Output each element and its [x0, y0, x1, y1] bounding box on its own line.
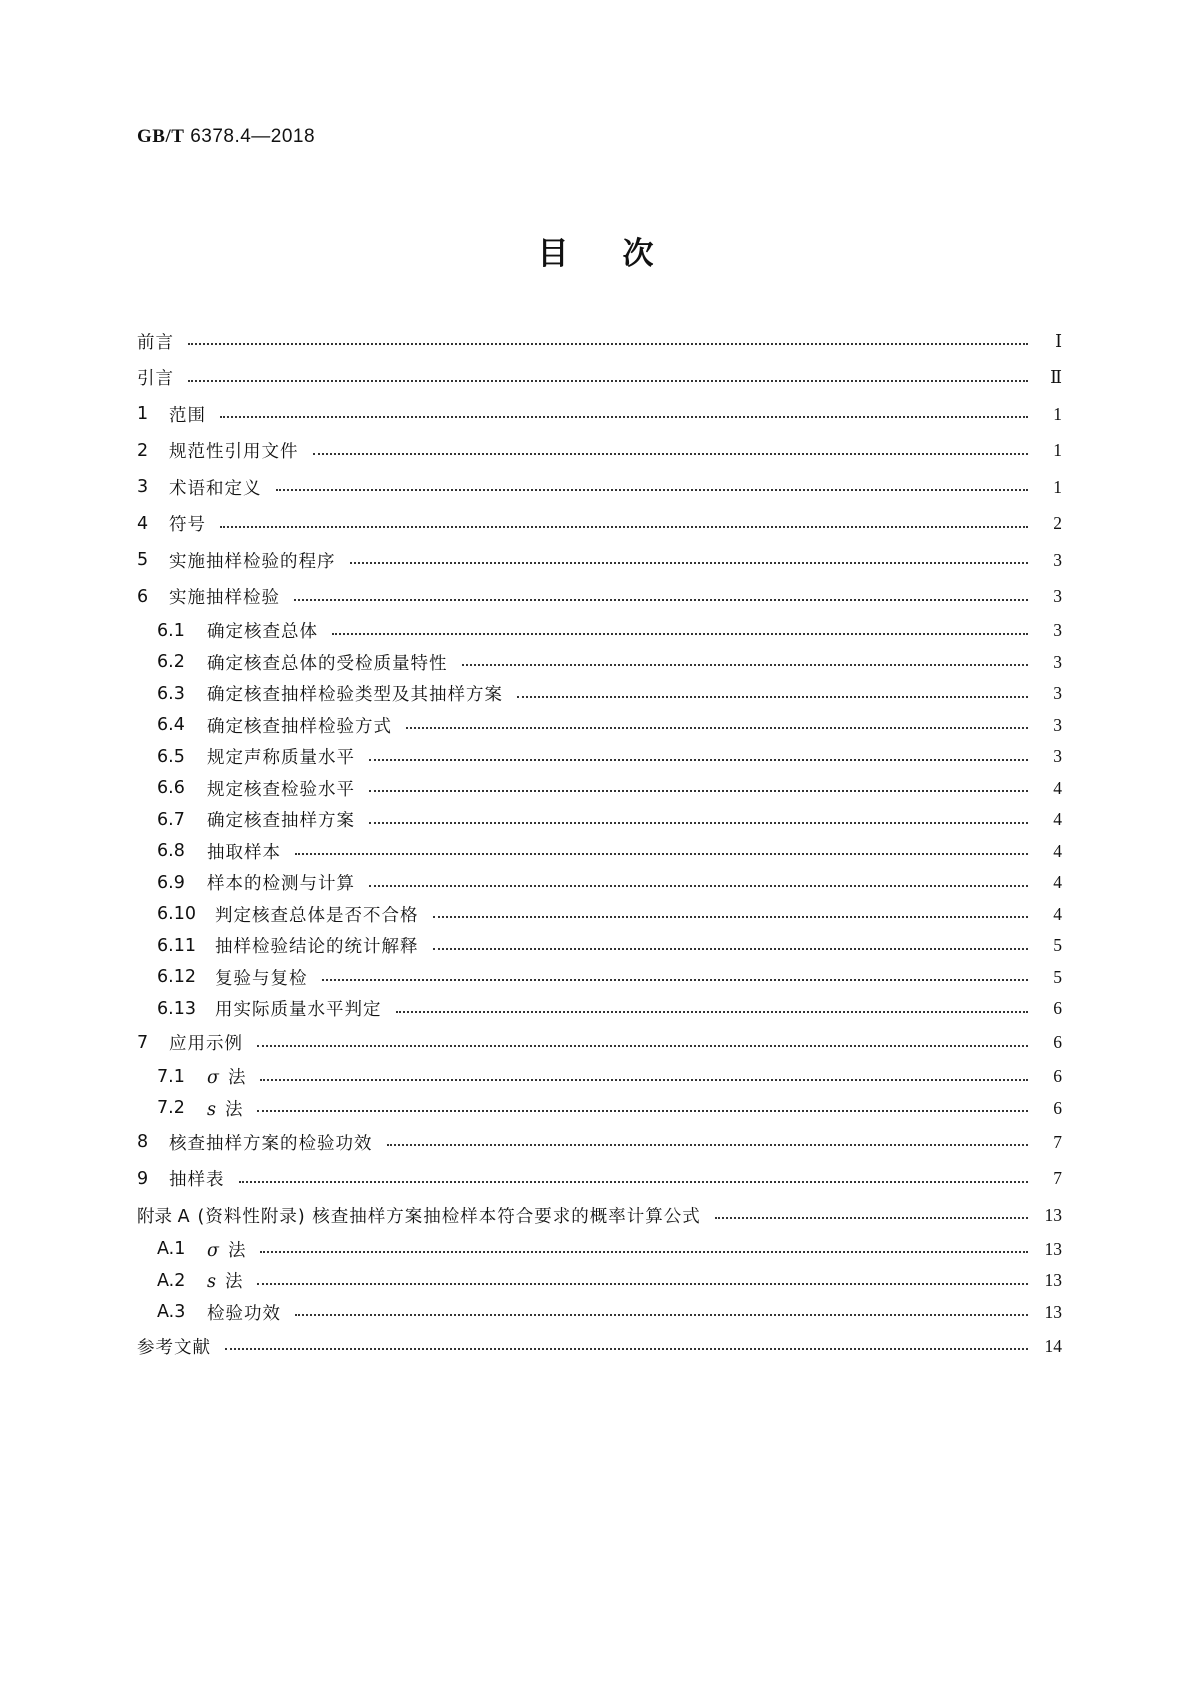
toc-number: 7.2: [157, 1098, 185, 1119]
toc-number: 6: [137, 586, 149, 607]
toc-entry-5[interactable]: [137, 542, 1062, 579]
toc-leader: [295, 1314, 1028, 1316]
toc-number: 6.11: [157, 935, 196, 956]
toc-page: 1: [1053, 403, 1062, 424]
toc-label: 实施抽样检验: [169, 588, 280, 609]
toc-leader: [220, 416, 1028, 418]
toc-page: 3: [1053, 714, 1062, 735]
toc-leader: [387, 1144, 1029, 1146]
toc-number: 5: [137, 550, 149, 571]
toc-page: 6: [1053, 1097, 1062, 1118]
toc-entry-6-5[interactable]: [137, 741, 1062, 773]
toc-number: 附录 A: [137, 1206, 190, 1227]
toc-number: 6.6: [157, 778, 185, 799]
toc-entry-2[interactable]: [137, 433, 1062, 470]
toc-leader: [188, 380, 1028, 382]
toc-page: Ⅱ: [1050, 367, 1062, 388]
toc-label: 抽样检验结论的统计解释: [215, 937, 419, 958]
toc-entry-6-6[interactable]: [137, 773, 1062, 805]
toc-label: [207, 1268, 243, 1293]
toc-label: [207, 1064, 246, 1089]
standard-code: [137, 126, 315, 148]
toc-page: 4: [1053, 777, 1062, 798]
toc-number: 8: [137, 1132, 149, 1153]
toc-number: 9: [137, 1168, 149, 1189]
toc-entry-6-7[interactable]: [137, 804, 1062, 836]
toc-number: 6.5: [157, 746, 185, 767]
toc-label: 确定核查抽样检验类型及其抽样方案: [207, 685, 503, 706]
toc-page: 4: [1053, 903, 1062, 924]
toc-page: 6: [1053, 1066, 1062, 1087]
toc-entry-7-1[interactable]: [137, 1061, 1062, 1093]
toc-number: A.2: [157, 1270, 186, 1291]
toc-entry-7-2[interactable]: [137, 1093, 1062, 1125]
standard-prefix: GB/T: [137, 126, 185, 147]
toc-page: 3: [1053, 586, 1062, 607]
toc-leader: [276, 489, 1029, 491]
toc-label-text: 法: [227, 1068, 247, 1089]
toc-entry-8[interactable]: [137, 1124, 1062, 1161]
toc-leader: [313, 453, 1029, 455]
toc-entry-4[interactable]: [137, 506, 1062, 543]
toc-number: 6.10: [157, 904, 196, 925]
toc-page: 7: [1053, 1168, 1062, 1189]
toc-page: 3: [1053, 549, 1062, 570]
toc-leader: [294, 599, 1028, 601]
toc-number: 6.9: [157, 872, 185, 893]
toc-number: 6.13: [157, 998, 196, 1019]
toc-label: 抽取样本: [207, 842, 281, 863]
toc-page: 4: [1053, 872, 1062, 893]
toc-entry-appendix-a[interactable]: [137, 1197, 1062, 1234]
toc-number: 2: [137, 440, 149, 461]
toc-entry-6-13[interactable]: [137, 993, 1062, 1025]
toc-label: [207, 1096, 243, 1121]
toc-label: 范围: [169, 405, 206, 426]
toc-leader: [369, 885, 1028, 887]
toc-entry-6-12[interactable]: [137, 962, 1062, 994]
toc-leader: [369, 822, 1028, 824]
toc-label: 用实际质量水平判定: [215, 1000, 382, 1021]
toc-leader: [715, 1217, 1028, 1219]
toc-leader: [396, 1011, 1029, 1013]
toc-entry-6-1[interactable]: [137, 615, 1062, 647]
toc-entry-6-8[interactable]: [137, 836, 1062, 868]
toc-label-text: 法: [224, 1099, 244, 1120]
toc-page: 5: [1053, 966, 1062, 987]
toc-label: 确定核查总体的受检质量特性: [207, 653, 448, 674]
toc-label: 应用示例: [169, 1034, 243, 1055]
toc-entry-bibliography[interactable]: [137, 1328, 1062, 1365]
toc-page: 3: [1053, 683, 1062, 704]
toc-label: 确定核查总体: [207, 622, 318, 643]
toc-entry-1[interactable]: [137, 396, 1062, 433]
toc-page: 7: [1053, 1131, 1062, 1152]
toc-page: 13: [1044, 1204, 1062, 1225]
toc-number: 6.1: [157, 620, 185, 641]
toc-entry-9[interactable]: [137, 1161, 1062, 1198]
toc-entry-a-2[interactable]: [137, 1265, 1062, 1297]
toc-number: 4: [137, 513, 149, 534]
toc-label-text: 法: [224, 1272, 244, 1293]
toc-page: 6: [1053, 1032, 1062, 1053]
sigma-symbol: σ: [207, 1240, 220, 1261]
toc-label: 规定声称质量水平: [207, 748, 355, 769]
toc-label: 核查抽样方案的检验功效: [169, 1133, 373, 1154]
standard-number: 6378.4—2018: [190, 126, 316, 147]
toc-leader: [260, 1079, 1028, 1081]
toc-leader: [188, 343, 1028, 345]
toc-number: 6.2: [157, 652, 185, 673]
toc-leader: [257, 1110, 1028, 1112]
toc-leader: [257, 1283, 1028, 1285]
toc-leader: [462, 664, 1029, 666]
toc-leader: [322, 979, 1029, 981]
toc-label: 规定核查检验水平: [207, 779, 355, 800]
toc-label: 引言: [137, 369, 174, 390]
s-symbol: s: [207, 1099, 217, 1120]
toc-entry-foreword[interactable]: [137, 323, 1062, 360]
toc-label: 符号: [169, 515, 206, 536]
toc-leader: [239, 1181, 1029, 1183]
toc-label: 检验功效: [207, 1303, 281, 1324]
toc-entry-6-9[interactable]: [137, 867, 1062, 899]
toc-number: 3: [137, 477, 149, 498]
toc-leader: [350, 562, 1029, 564]
toc-page: 1: [1053, 476, 1062, 497]
sigma-symbol: σ: [207, 1068, 220, 1089]
toc-label: [207, 1237, 246, 1262]
toc-page: 13: [1044, 1301, 1062, 1322]
toc-page: 3: [1053, 651, 1062, 672]
toc-label-text: 法: [227, 1240, 247, 1261]
toc-entry-introduction[interactable]: [137, 360, 1062, 397]
toc-number: 7: [137, 1032, 149, 1053]
toc-number: 6.12: [157, 967, 196, 988]
toc-label: 复验与复检: [215, 968, 308, 989]
page-title: 目次: [537, 236, 708, 272]
toc-entry-3[interactable]: [137, 469, 1062, 506]
toc-page: 3: [1053, 746, 1062, 767]
toc-entry-a-1[interactable]: [137, 1234, 1062, 1266]
toc-leader: [220, 526, 1028, 528]
toc-entry-6-10[interactable]: [137, 899, 1062, 931]
toc-page: 4: [1053, 840, 1062, 861]
toc-label: 前言: [137, 332, 174, 353]
toc-number: 7.1: [157, 1066, 185, 1087]
toc-number: 6.4: [157, 715, 185, 736]
toc-number: 6.8: [157, 841, 185, 862]
toc-leader: [225, 1348, 1028, 1350]
toc-leader: [295, 853, 1028, 855]
toc-entry-6-4[interactable]: [137, 710, 1062, 742]
toc-number: 1: [137, 404, 149, 425]
toc-leader: [433, 916, 1029, 918]
toc-label: 抽样表: [169, 1170, 225, 1191]
toc-label: 判定核查总体是否不合格: [215, 905, 419, 926]
toc-page: 13: [1044, 1238, 1062, 1259]
toc-entry-6[interactable]: [137, 579, 1062, 616]
toc-number: 6.7: [157, 809, 185, 830]
s-symbol: s: [207, 1272, 217, 1293]
toc-label: (资料性附录) 核查抽样方案抽检样本符合要求的概率计算公式: [197, 1206, 701, 1227]
toc-entry-6-11[interactable]: [137, 930, 1062, 962]
toc-page: 5: [1053, 935, 1062, 956]
toc-entry-a-3[interactable]: [137, 1297, 1062, 1329]
toc-entry-7[interactable]: [137, 1025, 1062, 1062]
toc-number: A.3: [157, 1302, 186, 1323]
toc-page: 3: [1053, 620, 1062, 641]
toc-leader: [369, 790, 1028, 792]
toc-page: 6: [1053, 998, 1062, 1019]
toc-entry-6-2[interactable]: [137, 647, 1062, 679]
toc-label: 规范性引用文件: [169, 442, 299, 463]
toc-number: A.1: [157, 1239, 186, 1260]
toc-label: 确定核查抽样方案: [207, 811, 355, 832]
toc-leader: [433, 948, 1029, 950]
toc-page: 14: [1044, 1335, 1062, 1356]
toc-label: 术语和定义: [169, 478, 262, 499]
toc-leader: [257, 1045, 1028, 1047]
toc-leader: [517, 696, 1028, 698]
toc-label: 参考文献: [137, 1337, 211, 1358]
toc-page: 13: [1044, 1270, 1062, 1291]
toc-label: 样本的检测与计算: [207, 874, 355, 895]
toc-label: 实施抽样检验的程序: [169, 551, 336, 572]
table-of-contents: [137, 323, 1062, 1365]
toc-page: 2: [1053, 513, 1062, 534]
toc-leader: [260, 1251, 1028, 1253]
toc-leader: [369, 759, 1028, 761]
toc-label: 确定核查抽样检验方式: [207, 716, 392, 737]
toc-entry-6-3[interactable]: [137, 678, 1062, 710]
toc-page: Ⅰ: [1055, 330, 1062, 351]
toc-leader: [332, 633, 1028, 635]
toc-leader: [406, 727, 1028, 729]
toc-page: 1: [1053, 440, 1062, 461]
toc-page: 4: [1053, 809, 1062, 830]
toc-number: 6.3: [157, 683, 185, 704]
